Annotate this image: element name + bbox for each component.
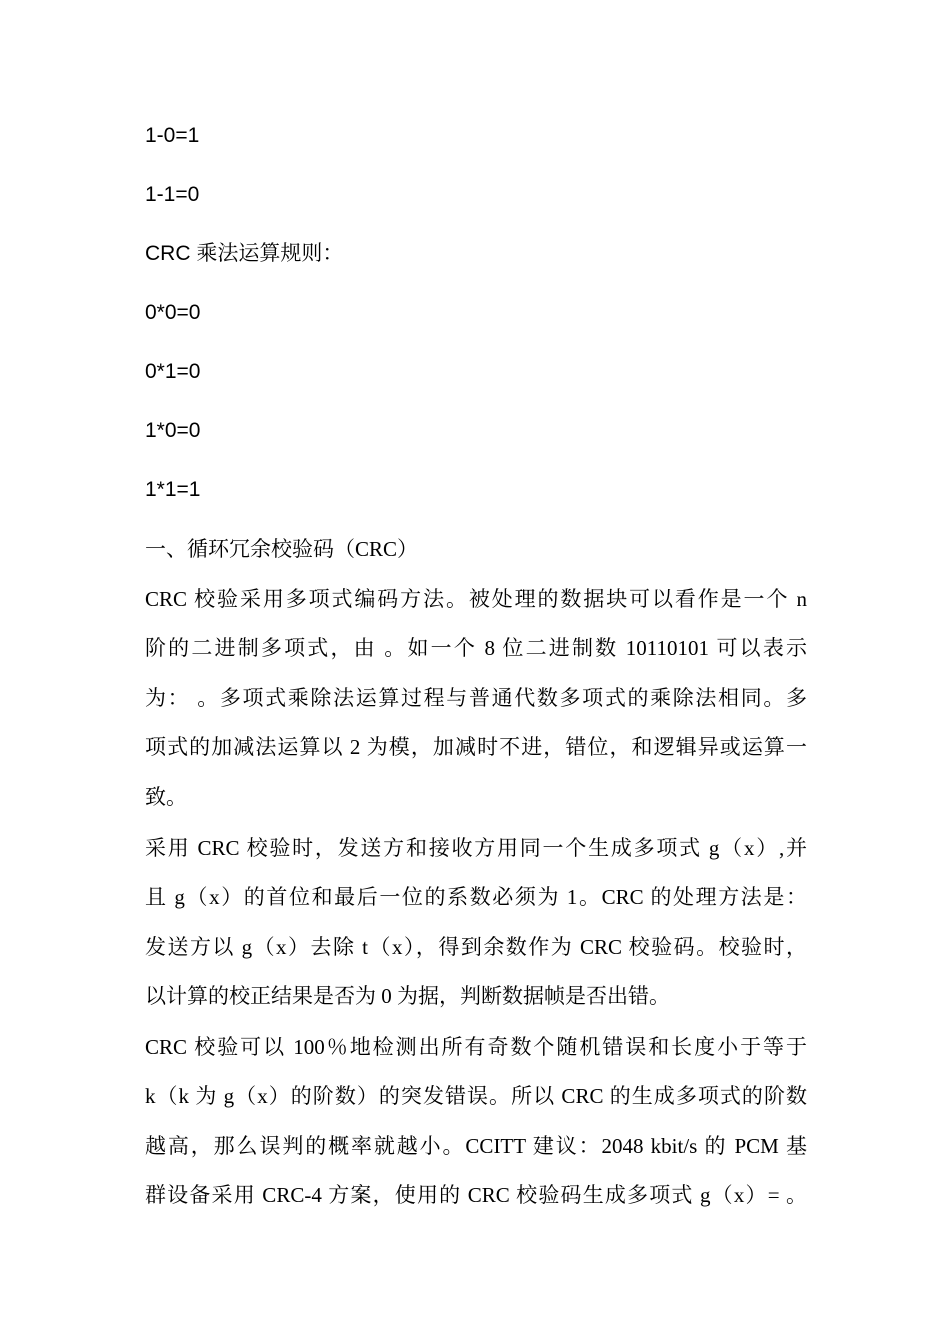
paragraph-3-line-4: 群设备采用 CRC-4 方案，使用的 CRC 校验码生成多项式 g（x）= 。 [145, 1183, 807, 1207]
section-heading: 一、循环冗余校验码（CRC） [145, 537, 419, 561]
subtraction-rule-1-0: 1-0=1 [145, 124, 200, 147]
paragraph-2-line-4: 以计算的校正结果是否为 0 为据，判断数据帧是否出错。 [145, 984, 670, 1008]
multiplication-rule-0-0: 0*0=0 [145, 301, 201, 324]
paragraph-1-line-1: CRC 校验采用多项式编码方法。被处理的数据块可以看作是一个 n [145, 587, 807, 611]
multiplication-rule-0-1: 0*1=0 [145, 360, 201, 383]
paragraph-1-line-3: 为： 。多项式乘除法运算过程与普通代数多项式的乘除法相同。多 [145, 686, 807, 710]
paragraph-2-line-1: 采用 CRC 校验时，发送方和接收方用同一个生成多项式 g（x）,并 [145, 836, 807, 860]
paragraph-1-line-5: 致。 [145, 785, 187, 809]
paragraph-1-line-4: 项式的加减法运算以 2 为模，加减时不进，错位，和逻辑异或运算一 [145, 735, 807, 759]
paragraph-3-line-1: CRC 校验可以 100％地检测出所有奇数个随机错误和长度小于等于 [145, 1035, 807, 1059]
multiplication-rule-1-1: 1*1=1 [145, 478, 201, 501]
subtraction-rule-1-1: 1-1=0 [145, 183, 200, 206]
paragraph-2-line-2: 且 g（x）的首位和最后一位的系数必须为 1。CRC 的处理方法是： [145, 885, 807, 909]
paragraph-2-line-3: 发送方以 g（x）去除 t（x），得到余数作为 CRC 校验码。校验时， [145, 935, 807, 959]
paragraph-3-line-3: 越高，那么误判的概率就越小。CCITT 建议：2048 kbit/s 的 PCM 基 [145, 1134, 807, 1158]
paragraph-3-line-2: k（k 为 g（x）的阶数）的突发错误。所以 CRC 的生成多项式的阶数 [145, 1084, 807, 1108]
multiplication-rules-title: CRC 乘法运算规则： [145, 242, 344, 265]
multiplication-rule-1-0: 1*0=0 [145, 419, 201, 442]
paragraph-1-line-2: 阶的二进制多项式，由 。如一个 8 位二进制数 10110101 可以表示 [145, 636, 807, 660]
